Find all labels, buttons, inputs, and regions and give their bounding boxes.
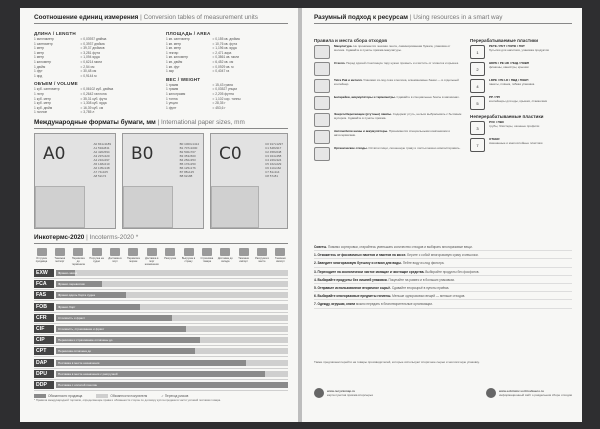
site2[interactable]: www.sobirator.sortirovkaeco.ru информационный сайт о раздельном сборе отходов	[486, 388, 572, 398]
buyer-bar	[140, 304, 288, 310]
incoterm-row	[34, 279, 288, 290]
plastic-item	[470, 121, 572, 135]
buyer-bar	[126, 292, 288, 298]
measure-row	[34, 74, 156, 79]
sobirator-logo-icon	[486, 388, 496, 398]
incoterm-text: Стоимость и фрахт	[58, 315, 86, 320]
unit-name: 1 литр	[34, 91, 44, 96]
plastic-item	[470, 138, 572, 152]
waste-bin-icon	[314, 130, 330, 144]
unit-value: = 0,4047 га	[212, 69, 230, 74]
unit-name: 1 грамм	[166, 82, 179, 87]
waste-bin-icon	[314, 147, 330, 161]
unit-value: = 0,155 кв. дюйма	[212, 37, 240, 41]
plastic-name: PVC / ПВХ	[489, 120, 504, 124]
unit-name: 1 кв. дюйм	[166, 59, 183, 64]
incoterms-step-icon	[52, 248, 67, 266]
step-label: Таможня импорт	[275, 256, 286, 263]
unit-value: = 15,43 грана	[212, 82, 233, 87]
unit-value: = 0,03527 унции	[212, 87, 238, 92]
recycle-triangle-icon: 5	[470, 96, 485, 110]
recycle-triangle-icon: 7	[470, 138, 485, 152]
unit-value: = 39,37 дюймов	[80, 46, 105, 51]
plastic-desc: пакеты, плёнка, гибкая упаковка	[489, 81, 535, 86]
tip-text: Выбирайте продукты без фосфатов.	[425, 269, 480, 274]
tip-item	[314, 286, 572, 292]
incoterm-text: Перевозка оплачена до	[58, 349, 92, 354]
tip-text: Меньше одноразовых вещей — меньше отходов.	[392, 294, 466, 299]
unit-value: = 3,785 л	[80, 110, 95, 115]
incoterms-step-icon	[108, 248, 123, 266]
step-glyph-icon	[202, 248, 212, 256]
unit-value: = 1,102 кор. тонны	[212, 96, 241, 101]
incoterms-step-icon	[273, 248, 288, 266]
unit-value: = 0,3861 кв. мили	[212, 55, 240, 60]
unit-value: = 0,3937 дюйма	[80, 41, 105, 46]
plastic-desc: трубы, блистеры, оконные профили	[489, 123, 540, 128]
waste-rule	[314, 62, 462, 76]
incoterm-code: CIF	[34, 325, 54, 333]
plastic-name: LDPE / PE LD / ПВД / ПЭНП	[489, 78, 529, 82]
unit-value: = 3,281 фута	[80, 50, 100, 55]
plastic-desc: смешанные и многослойные пластики	[489, 140, 543, 145]
incoterms-footnote: * Правила международной торговли, определяющие права и обязанности сторон по договору купли-продажи в части условий поставки товара.	[34, 398, 221, 403]
unit-name: 1 галлон	[34, 110, 48, 115]
recycle-triangle-icon: 4	[470, 79, 485, 93]
step-label: Доставка в порт назначения	[144, 256, 159, 266]
unit-name: 1 кв. метр	[166, 46, 182, 51]
tip-item	[314, 261, 572, 267]
incoterm-code: FOB	[34, 303, 54, 311]
waste-rule	[314, 79, 462, 93]
waste-bin-icon	[314, 62, 330, 76]
plastics-title: Перерабатываемые пластики	[470, 38, 539, 43]
recycle-triangle-icon: 3	[470, 121, 485, 135]
waste-bin-icon	[314, 96, 330, 110]
unit-name: 1 метр	[34, 55, 45, 60]
tip-head: 2. Заведите многоразовую бутылку и стакан для воды.	[314, 261, 402, 266]
rule-text: Перед сдачей стеклянную тару нужно промыть и очистить от этикеток и крышек.	[346, 61, 459, 65]
buyer-bar	[102, 281, 288, 287]
unit-name: 1 грамм	[166, 87, 179, 92]
tip-text: Пейте воду из-под фильтра.	[402, 261, 445, 266]
step-glyph-icon	[92, 248, 102, 256]
sheet-c-label: C0	[219, 143, 242, 164]
incoterm-text: Франко борт	[58, 304, 76, 309]
step-glyph-icon	[220, 248, 230, 256]
step-glyph-icon	[37, 248, 47, 256]
tip-text: Покупайте на развес и в больших упаковках.	[388, 277, 456, 282]
unit-name: 1 фунт	[166, 105, 177, 110]
step-label: Отгрузка продавца	[35, 256, 48, 263]
buyer-bar	[75, 270, 288, 276]
unit-value: = 0,9144 м	[80, 73, 97, 78]
volume-title: ОБЪЕМ / VOLUME	[34, 81, 78, 87]
rule-text: Остатки пищи, скошенную траву и листья можно компостировать.	[368, 146, 461, 150]
unit-name: 1 унция	[166, 101, 178, 106]
incoterm-row	[34, 368, 288, 379]
rule-text: Упаковки из-под сока и молока, алюминиевые банки — в отдельный контейнер.	[334, 78, 459, 86]
tip-head: 1. Откажитесь от фасовочных пакетов и пакетов на кассе.	[314, 253, 407, 258]
waste-bin-icon	[314, 79, 330, 93]
step-glyph-icon	[165, 248, 175, 256]
unit-value: = 10,76 кв. фута	[212, 41, 238, 46]
incoterm-row	[34, 335, 288, 346]
rule-head: Энергосберегающие (ртутные) лампы.	[334, 112, 392, 116]
incoterm-text: Франко-завод	[58, 271, 78, 275]
waste-rules	[314, 38, 462, 164]
sheet-a-label: A0	[43, 143, 66, 164]
resources-title: Разумный подход к ресурсам | Using resources in a smart way	[314, 14, 503, 21]
plastic-name: PP / ПП	[489, 95, 500, 99]
unit-value: = 6,452 кв. см	[212, 59, 234, 64]
unit-name: 1 кв. метр	[166, 41, 182, 46]
unit-value: = 1,094 ярда	[80, 55, 100, 60]
measure-row	[166, 69, 288, 74]
step-label: Страховка товара	[200, 256, 214, 263]
incoterm-row	[34, 323, 288, 334]
step-glyph-icon	[128, 248, 138, 256]
unit-name: 1 куб. дюйм	[34, 105, 53, 110]
waste-rule	[314, 45, 462, 59]
sheet-c	[210, 133, 288, 229]
plastic-desc: флаконы, канистры, крышки	[489, 64, 529, 69]
plastic-item	[470, 45, 572, 59]
paper-sizes-diagram	[34, 133, 288, 231]
tips-list	[314, 245, 572, 311]
unit-value: = 0,06102 куб. дюйма	[80, 87, 114, 92]
step-label: Доставка в порт	[108, 256, 122, 263]
step-glyph-icon	[55, 248, 65, 256]
sheet-b	[122, 133, 204, 229]
unit-name: 1 кв. сантиметр	[166, 37, 190, 41]
paper-title: Международные форматы бумаги, мм | International paper sizes, mm	[34, 118, 245, 126]
unit-name: 1 кв. фут	[166, 64, 180, 69]
unit-value: = 2,205 фунта	[212, 91, 234, 96]
tip-head: 4. Выбирайте продукты без лишней упаковки.	[314, 277, 388, 282]
incoterms-step-icon	[34, 248, 49, 266]
unit-name: 1 километр	[34, 59, 52, 64]
plastic-item	[470, 79, 572, 93]
plastic-desc: бутылки для напитков, упаковка продуктов	[489, 47, 549, 52]
unit-name: 1 акр	[166, 69, 174, 74]
plastic-name: OTHER	[489, 137, 500, 141]
incoterm-row	[34, 268, 288, 279]
buyer-bar	[186, 326, 288, 332]
unit-name: 1 кв. километр	[166, 55, 189, 60]
unit-value: = 2,471 акра	[212, 50, 232, 55]
unit-value: = 30,48 см	[80, 69, 97, 74]
recycle-map-logo-icon	[314, 388, 324, 398]
nonplastics-title: Неперерабатываемые пластики	[470, 114, 544, 119]
unit-name: 1 сантиметр	[34, 41, 53, 46]
tip-text: Сдавайте вторсырьё в пункты приёма.	[391, 286, 450, 291]
tip-item	[314, 278, 572, 284]
site1[interactable]: www.recyclemap.ru карта пунктов приёма вторсырья	[314, 388, 373, 398]
sheet-b-list: B0 1000x1414 B1 707x1000 B2 500x707 B3 353x500 B4 250x353 B5 176x250 B6 125x176 B7 88x125 B8 62x88	[179, 141, 199, 178]
legend-seller: Обязанности продавца	[34, 394, 82, 398]
incoterms-step-icon	[218, 248, 233, 266]
incoterm-text: Поставка с оплатой пошлин	[58, 382, 98, 387]
sheet-c-list: C0 917x1297 C1 648x917 C2 458x648 C3 324x458 C4 229x324 C5 162x229 C6 114x162 C7 81x114 C8 57x81	[265, 141, 283, 178]
step-glyph-icon	[110, 248, 120, 256]
unit-name: 1 фут	[34, 69, 43, 74]
unit-value: = 16,39 куб. см	[80, 105, 104, 110]
unit-name: 1 дюйм	[34, 64, 46, 69]
unit-name: 1 миллиметр	[34, 37, 54, 41]
unit-name: 1 ярд	[34, 73, 43, 78]
buyer-bar	[265, 371, 288, 377]
buyer-bar	[172, 315, 288, 321]
incoterm-text: Перевозка и страхование оплачены до	[58, 338, 113, 343]
incoterm-text: Стоимость, страхование и фрахт	[58, 326, 105, 331]
unit-name: 1 куб. метр	[34, 101, 51, 106]
step-label: Доставка до склада	[217, 256, 233, 263]
unit-value: = 1,196 кв. ярда	[212, 46, 237, 51]
unit-name: 1 тонна	[166, 96, 178, 101]
weight-title: ВЕС / WEIGHT	[166, 76, 201, 82]
buyer-bar	[200, 337, 288, 343]
incoterms-icon-row	[34, 248, 288, 266]
step-glyph-icon	[147, 248, 157, 256]
sheet-b-label: B0	[131, 143, 154, 164]
plastics-column	[470, 38, 572, 155]
step-label: Таможня экспорт	[54, 256, 66, 263]
incoterms-step-icon	[71, 248, 86, 266]
rule-head: Стекло.	[334, 61, 346, 65]
plastic-item	[470, 62, 572, 76]
unit-value: = 2,54 см	[80, 64, 95, 69]
unit-name: 1 метр	[34, 46, 45, 51]
incoterms-step-icon	[89, 248, 104, 266]
rule-text: Содержат ртуть, нельзя выбрасывать с бытовым мусором. Сдавайте в пункты приёма.	[334, 112, 462, 120]
unit-value: = 1,308 куб. ярда	[80, 101, 107, 106]
step-label: Таможня импорт	[238, 256, 249, 263]
unit-name: 1 гектар	[166, 50, 179, 55]
unit-value: = 0,2642 галлона	[80, 91, 107, 96]
incoterm-text: Франко вдоль борта судна	[58, 293, 95, 298]
plastic-name: PETE / PET / ПЭТФ / ПЭТ	[489, 44, 525, 48]
unit-name: 1 куб. метр	[34, 96, 51, 101]
step-glyph-icon	[184, 248, 194, 256]
length-title: ДЛИНА / LENGTH	[34, 31, 76, 36]
legend-buyer: Обязанности покупателя	[96, 394, 147, 398]
incoterms-step-icon	[255, 248, 270, 266]
step-label: Погрузка на судно	[89, 256, 104, 263]
step-label: Разгрузка	[164, 256, 176, 260]
waste-bin-icon	[314, 113, 330, 127]
incoterms-step-icon	[199, 248, 214, 266]
incoterms-step-icon	[144, 248, 159, 266]
buyer-bar	[195, 348, 288, 354]
incoterm-row	[34, 312, 288, 323]
buyer-bar	[246, 360, 288, 366]
right-page	[302, 8, 582, 422]
tip-head: 6. Выбирайте многоразовые предметы гигиены.	[314, 294, 392, 299]
step-label: Разгрузка в месте	[255, 256, 269, 263]
intro-text: Также предлагаем перейти на товары производителей, которые используют вторичное сырьё и экологичную упаковку.	[314, 360, 480, 364]
unit-value: = 35,31 куб. фута	[80, 96, 107, 101]
incoterms-table	[34, 268, 288, 391]
incoterm-code: DDP	[34, 381, 54, 389]
legend-risk: ✓ Переход рисков	[161, 394, 189, 399]
rules-title: Правила и места сбора отходов	[314, 38, 388, 43]
unit-value: = 0,6214 мили	[80, 59, 103, 64]
recycle-triangle-icon: 1	[470, 45, 485, 59]
waste-rule	[314, 147, 462, 161]
incoterm-row	[34, 379, 288, 390]
step-glyph-icon	[257, 248, 267, 256]
waste-bin-icon	[314, 45, 330, 59]
incoterm-code: CPT	[34, 347, 54, 355]
rule-head: Макулатура.	[334, 44, 353, 48]
sheet-a	[34, 133, 116, 229]
incoterm-text: Франко перевозчик	[58, 282, 85, 287]
left-page	[20, 8, 298, 422]
incoterm-row	[34, 290, 288, 301]
rule-head: Батарейки, аккумуляторы и термометры.	[334, 95, 396, 99]
unit-name: 1 куб. сантиметр	[34, 87, 60, 92]
tip-item	[314, 270, 572, 276]
recycle-triangle-icon: 2	[470, 62, 485, 76]
plastic-item	[470, 96, 572, 110]
incoterm-text: Поставка в месте назначения	[58, 360, 100, 365]
measure-title: Соотношение единиц измерения | Conversion tables of measurement units	[34, 14, 258, 21]
tip-head: 5. Отправьте использованное вторичное сырьё.	[314, 286, 391, 291]
unit-value: = 0,0929 кв. м	[212, 64, 234, 69]
step-glyph-icon	[73, 248, 83, 256]
unit-name: 1 метр	[34, 50, 45, 55]
tip-head: 7. Одежду, игрушки, книги	[314, 302, 356, 307]
footer-links	[314, 388, 572, 398]
tip-text: можно передать в благотворительные организации.	[355, 302, 433, 307]
unit-value: = 28,35 г	[212, 101, 226, 106]
rule-head: Tetra Pak и металл.	[334, 78, 363, 82]
incoterm-code: DAP	[34, 359, 54, 367]
rule-text: Не принимается чековая лента, ламинированная бумага, упаковка от молока. Сдавайте в пункты приёма макулатуры.	[334, 44, 451, 52]
incoterms-step-icon	[126, 248, 141, 266]
tip-item	[314, 253, 572, 259]
incoterm-row	[34, 301, 288, 312]
incoterm-code: FCA	[34, 280, 54, 288]
rule-head: Органические отходы.	[334, 146, 368, 150]
waste-rule	[314, 130, 462, 144]
incoterms-title: Инкотермс-2020 | Incoterms-2020 *	[34, 233, 139, 241]
tip-item	[314, 245, 572, 251]
step-label: Перевозка морем	[126, 256, 140, 263]
tip-item	[314, 302, 572, 308]
rule-text: Сдавайте в специальные боксы в магазинах.	[396, 95, 460, 99]
tip-item	[314, 294, 572, 300]
tip-text: Помимо сортировки, старайтесь уменьшать количество отходов и выбирать многоразовые вещи.	[327, 245, 473, 249]
incoterm-code: CFR	[34, 314, 54, 322]
plastic-name: HDPE / PE HD / ПНД / ПЭВП	[489, 61, 530, 65]
waste-rule	[314, 96, 462, 110]
step-glyph-icon	[239, 248, 249, 256]
incoterm-code: CIP	[34, 336, 54, 344]
rule-text: Принимаются специальными компаниями и автосервисами.	[334, 129, 451, 137]
tip-head: Советы.	[314, 245, 328, 249]
area-title: ПЛОЩАДЬ / AREA	[166, 31, 211, 36]
incoterm-code: FAS	[34, 291, 54, 299]
tip-text: Берите с собой многоразовую сумку и мешочки.	[407, 253, 479, 258]
rule-head: Автомобили шины и аккумуляторы.	[334, 129, 388, 133]
sheet-a-list: A0 841x1189 A1 594x841 A2 420x594 A3 297x420 A4 210x297 A5 148x210 A6 105x148 A7 74x105 A8 52x74	[93, 141, 111, 178]
measure-row	[166, 106, 288, 111]
incoterm-code: EXW	[34, 269, 54, 277]
tip-head: 3. Переходите на экологически чистое моющие и чистящие средства.	[314, 269, 425, 274]
step-glyph-icon	[275, 248, 285, 256]
measure-row	[34, 110, 156, 115]
plastic-desc: контейнеры для еды, крышки, стаканчики	[489, 98, 548, 103]
unit-value: = 453,6 г	[212, 105, 226, 110]
incoterms-step-icon	[181, 248, 196, 266]
unit-name: 1 килограмм	[166, 91, 186, 96]
step-label: Выгрузка в страну	[181, 256, 196, 263]
step-label: Перевозка до терминала	[71, 256, 85, 266]
incoterm-text: Поставка в месте назначения с разгрузкой	[58, 371, 118, 376]
incoterm-code: DPU	[34, 370, 54, 378]
incoterms-step-icon	[163, 248, 178, 266]
unit-value: = 0,03937 дюйма	[80, 37, 107, 41]
incoterm-row	[34, 357, 288, 368]
incoterms-step-icon	[236, 248, 251, 266]
incoterm-row	[34, 346, 288, 357]
waste-rule	[314, 113, 462, 127]
